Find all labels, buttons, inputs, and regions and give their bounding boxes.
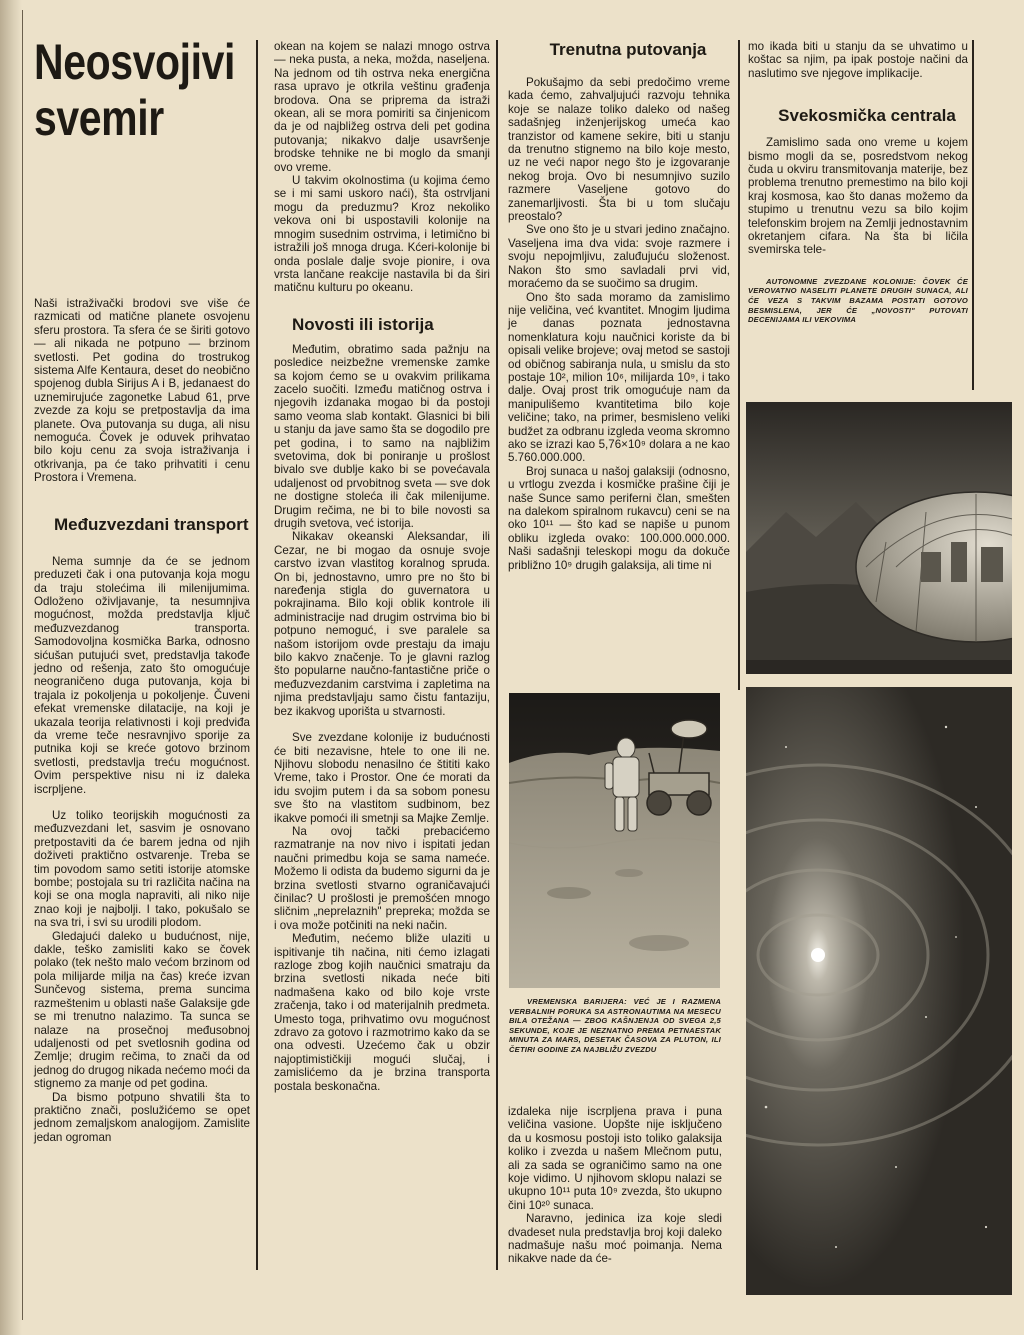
paragraph: Međutim, nećemo bliže ulaziti u ispitivanje tih načina, niti ćemo izlagati razloge zbog kojih naučnici smatraju da brzina svetlosti nikada neće biti nadmašena kako od bilo koje vrste zračenja, tako i od materijalnih predmeta. Umesto toga, prihvatimo ovu mogućnost zdravo za gotovo i razmotrimo kako da se ona odvesti. Uzećemo čak u obzir najoptimističkiji mogući slučaj, i zamislićemo da je brzina transporta postala beskonačna.: [274, 932, 490, 1093]
column-rule-4: [972, 40, 974, 390]
dome-colony-image: [746, 402, 1012, 674]
moon-surface-image: [509, 693, 720, 988]
page-edge-line: [22, 10, 23, 1320]
dome-colony-photo: [746, 402, 1012, 674]
article-title: Neosvojivi svemir: [34, 34, 235, 146]
section-heading-svekosmicka: Svekosmička centrala: [778, 106, 956, 126]
paragraph: okean na kojem se nalazi mnogo ostrva — neka pusta, a neka, možda, naseljena. Na jednom od tih ostrva neka energična rasa upravo je otkrila veštinu građenja brodova. Ona se priprema da istraži okean, ali se mora pomiriti sa činjenicom da je od najbližeg ostrva deli pet godina putovanja; nikakvo dalje usavršenje brodske tehnike ne bi moglo da smanji ovo vreme.: [274, 40, 490, 174]
section-heading-transport: Međuzvezdani transport: [54, 514, 249, 534]
section-heading-trenutna: Trenutna putovanja: [549, 40, 707, 59]
column-rule-2: [496, 40, 498, 1270]
paragraph: Zamislimo sada ono vreme u kojem bismo mogli da se, posredstvom nekog čuda u okviru transmitovanja materije, bez problema trenutno premestimo na bilo koji kraj kosmosa, kao što danas možemo da stupimo u trenutnu vezu sa bilo kojim telefonskim brojem na Zemlji jednostavnim okretanjem cifara. Na šta bi ličila svemirska tele-: [748, 136, 968, 257]
paragraph: Nema sumnje da će se jednom preduzeti čak i ona putovanja koja mogu da traju stolećima ili milenijumima. Odloženo oživljavanje, ta nesumnjiva mogućnost, možda predstavlja ključ međuzvezdanog transporta. Samodovoljna kosmička Barka, odnosno sićušan putujući svet, predstavlja takođe jedno od rešenja, zato što omogućuje neograničeno duga putovanja, koja bi trajala iz pokoljenja u pokoljenje. Čuveni efekat vremenske dilatacije, na koji je ukazala teorija relativnosti i koji predviđa da vreme teče nesravnjivo sporije za putnika koji se kreće gotovo brzinom svetlosti, predstavlja treću mogućnost. Ovim perspektive nisu ni iz daleka iscrpljene.: [34, 554, 250, 796]
photo-caption: VREMENSKA BARIJERA: VEĆ JE I RAZMENA VERBALNIH PORUKA SA ASTRONAUTIMA NA MESECU BILA OTEŽANA — ZBOG KAŠNJENJA OD SVEGA 2,5 SEKUNDE, KOJE JE NEZNATNO PREMA PETNAESTAK MINUTA ZA MARS, DESETAK ČASOVA ZA PLUTON, ILI ČETIRI GODINE ZA NAJBLIŽU ZVEZDU: [509, 997, 721, 1054]
paragraph: Na ovoj tački prebacićemo razmatranje na nov nivo i ispitati jedan naučni primedbu koja se sama nameće. Možemo li odista da budemo sigurni da je brzina svetlosti stvarno ograničavajući činilac? U prošlosti je premošćen mnogo sličnim „neprelaznih" prepreka; možda se i ova može potčiniti na neki način.: [274, 824, 490, 932]
column-4: [748, 40, 968, 325]
column-3-bottom: [508, 1105, 722, 1266]
spiral-galaxy-image: [746, 687, 1012, 1295]
photo-caption-block: [509, 997, 721, 1055]
paragraph: Pokušajmo da sebi predočimo vreme kada ćemo, zahvaljujući razvoju tehnika koje se nalaze toliko daleko od našeg sadašnjeg inženjerijskog umeća kao tranzistor od kamene sekire, biti u stanju da trenutno stignemo na bilo koje mesto, uz ne veći napor nego što je izgovaranje nekog broja. Ovo bi nesumnjivo suzilo razmere Vaseljene gotovo do zanemarljivosti. Šta bi u tom slučaju preostalo?: [508, 76, 730, 224]
paragraph: izdaleka nije iscrpljena prava i puna veličina vasione. Uopšte nije isključeno da u kosmosu postoji isto toliko galaksija koliko i zvezda u našem Mlečnom putu, ali za sada se ograničimo samo na one koje vidimo. U njihovom sklopu nalazi se ukupno 10¹¹ puta 10⁹ zvezda, što ukupno čini 10²⁰ sunaca.: [508, 1105, 722, 1212]
column-3: [508, 40, 730, 572]
intro-paragraph: Naši istraživački brodovi sve više će razmicati od matične planete osvojenu sferu prostora. Ta sfera će se širiti gotovo — ali nikada ne potpuno — brzinom svetlosti. Pet godina do trostrukog sistema Alfe Kentaura, deset do neobično spojenog dubla Sirijus A i B, jedanaest do uznemirujuće zagonetke Labud 61, prve zvezde za koju se pretpostavlja da ima planete. Ova putovanja su duga, ali nisu nemoguća. Čovek je oduvek prihvatao bilo koju cenu za svoja istraživanja i otkrivanja, pa će tako prihvatiti i cenu Prostora i Vremena.: [34, 297, 250, 485]
paragraph: Sve zvezdane kolonije iz budućnosti će biti nezavisne, htele to one ili ne. Njihovu slobodu nenasilno će štititi kako Vreme, tako i Prostor. One će morati da idu svojim putem i da sa sobom ponesu sve što na vlastitom sudbinom, bez ikakve pomoći ili smetnji sa Majke Zemlje.: [274, 731, 490, 825]
galaxy-photo: [746, 687, 1012, 1295]
paragraph: Da bismo potpuno shvatili šta to praktično znači, poslužićemo se opet jednom zemaljskom analogijom. Zamislite jedan ogroman: [34, 1090, 250, 1144]
column-rule-1: [256, 40, 258, 1270]
section-heading-novosti: Novosti ili istorija: [292, 314, 434, 334]
paragraph: U takvim okolnostima (u kojima ćemo se i mi sami uskoro naći), šta ostrvljani mogu da preduzmu? Kroz nekoliko vekova oni bi uspostavili kolonije na mnogim susednim ostrvima, i letimično bi istražili još mnoga druga. Kćeri-kolonije bi onda poslale dalje svoje pionire, i ova vrsta lančane reakcije nastavila bi da širi matičnu kulturu po okeanu.: [274, 174, 490, 295]
paragraph: Naravno, jedinica iza koje sledi dvadeset nula predstavlja broj koji daleko nadmašuje našu moć poimanja. Nema nikakve nade da će-: [508, 1212, 722, 1266]
paragraph: Međutim, obratimo sada pažnju na posledice neizbežne vremenske zamke sa kojom ćemo se u ovakvim prilikama zacelo suočiti. Između matičnog ostrva i njegovih izdanaka mogao bi da postoji samo veoma slab kontakt. Glasnici bi bili u stanju da jave samo šta se dogodilo pre pet godina, i to samo na najbližim svetovima, dok bi poniranje u prošlost bivalo sve dublje kako bi se povećavala udaljenost od prvobitnog sveta — sve dok ne dostigne stoleća ili čak milenijume. Drugim rečima, ne bi to bile novosti sa drugih svetova, već istorija.: [274, 342, 490, 530]
paragraph: mo ikada biti u stanju da se uhvatimo u koštac sa njim, pa ipak postoje načini da naslutimo sve njegove implikacije.: [748, 40, 968, 80]
column-2: [274, 40, 490, 1093]
photo-caption: AUTONOMNE ZVEZDANE KOLONIJE: ČOVEK ĆE VEROVATNO NASELITI PLANETE DRUGIH SUNACA, ALI ĆE VEZA S TAKVIM BAZAMA POSTATI GOTOVO BESMISLENA, JER ĆE „NOVOSTI" PUTOVATI DECENIJAMA ILI VEKOVIMA: [748, 276, 968, 325]
paragraph: Sve ono što je u stvari jedino značajno. Vaseljena ima dva vida: svoje razmere i svoju nepojmljivu, zaluđujuću složenost. Nakon što smo savladali prvi vid, moraćemo da se suočimo sa drugim.: [508, 223, 730, 291]
column-1: [34, 297, 250, 1144]
column-rule-3: [738, 40, 740, 690]
astronaut-rover-photo: [509, 693, 720, 988]
paragraph: Broj sunaca u našoj galaksiji (odnosno, u vrtlogu zvezda i kosmičke prašine čiji je naše Sunce samo periferni član, smešten na dalekom spiralnom rukavcu) ceni se na oko 10¹¹ — što kad se napiše u punom obliku izgleda ovako: 100.000.000.000. Naši sadašnji teleskopi mogu da dokuče približno 10⁹ drugih galaksija, ali time ni: [508, 464, 730, 572]
paragraph: Uz toliko teorijskih mogućnosti za međuzvezdani let, sasvim je osnovano pretpostaviti da će barem jedna od njih doživeti praktično ostvarenje. Treba se tim povodom samo setiti istorije atomske bombe; postojala su tri različita načina na koji se ona mogla napraviti, ali niko nije znao koji je najbolji. I tako, pokušalo se na sva tri, i svi su urodili plodom.: [34, 809, 250, 930]
paragraph: Nikakav okeanski Aleksandar, ili Cezar, ne bi mogao da osnuje svoje carstvo izvan vlastitog koralnog sprudа. On bi, jednostavno, umro pre no što bi naređenja stigla do guvernatora u pokrajinama. Bilo koji oblik kontrole ili administracije nad drugim ostrvima bio bi potpuno nemoguć, i sve paralele sa našom istorijom ovde prestaju da imaju bilo kakvo značenje. To je glavni razlog što popularne naučno-fantastične priče o međuzvezdanim carstvima i zapletima na njima predstavljaju samo čistu fantaziju, bez ikakvog uporišta u stvarnosti.: [274, 530, 490, 718]
paragraph: Ono što sada moramo da zamislimo nije veličina, već kvantitet. Mnogim ljudima je danas poznata jednostavna nomenklatura koju naučnici koriste da bi opisali velike brojeve; ovaj metod se sastoji od običnog sabiranja nula, u smislu da sto postaje 10², milion 10⁶, milijarda 10⁹, i tako dalje. Ovaj prost trik omogućuje nam da manipulišemo kvantitetima bilo koje veličine; tako, na primer, besmisleno veliki budžet za odbranu izgleda veoma skromno ako se izrazi kao 5,76×10⁹ dolara a ne kao 5.760.000.000.: [508, 290, 730, 465]
page-binding: [0, 0, 22, 1335]
paragraph: Gledajući daleko u budućnost, nije, dakle, teško zamisliti kako se čovek polako (tek nešto malo većom brzinom od pola milijarde milja na čas) kreće izvan Sunčevog sistema, prema suncima razmeštenim u oblasti naše Galaksije gde se mi trenutno nalazimo. Ta sunca se nalaze na prosečnoj međusobnoj udaljenosti od pet svetlosnih godina od Zemlje; drugim rečima, to znači da od jednog do drugog nikada nećemo moći da stignemo za manje od pet godina.: [34, 929, 250, 1091]
